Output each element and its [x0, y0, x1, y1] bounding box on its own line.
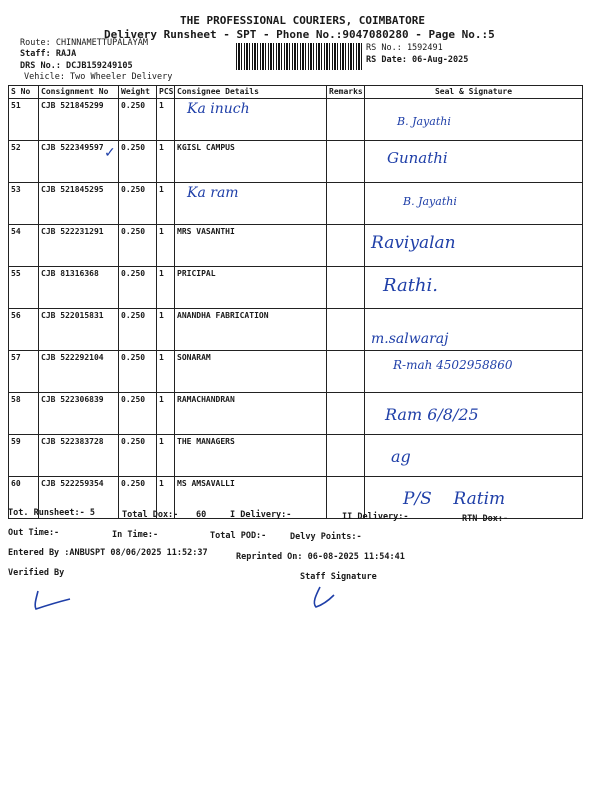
barcode-image	[236, 43, 362, 70]
cell-consignment: CJB 521845295	[39, 183, 119, 225]
total-dox-label: Total Dox:-	[122, 510, 179, 520]
cell-consignment: CJB 522292104	[39, 351, 119, 393]
handwritten-signature: B. Jayathi	[397, 115, 451, 128]
checkmark-icon: ✓	[104, 145, 116, 161]
handwritten-consignee: Ka ram	[187, 185, 239, 201]
cell-remarks	[327, 393, 365, 435]
cell-remarks	[327, 183, 365, 225]
col-signature: Seal & Signature	[365, 86, 583, 99]
company-title: THE PROFESSIONAL COURIERS, COIMBATORE	[180, 14, 426, 27]
cell-signature	[365, 435, 583, 477]
cell-weight: 0.250	[119, 351, 157, 393]
cell-pcs: 1	[157, 309, 175, 351]
staff-label: Staff: RAJA	[20, 49, 77, 59]
cell-pcs: 1	[157, 141, 175, 183]
cell-sno: 60	[9, 477, 39, 519]
table-row	[9, 435, 583, 477]
handwritten-signature: P/S Ratim	[403, 489, 506, 509]
out-time-label: Out Time:-	[8, 528, 60, 538]
i-delivery-label: I Delivery:-	[230, 510, 292, 520]
cell-consignee: RAMACHANDRAN	[175, 393, 327, 435]
table-row	[9, 351, 583, 393]
cell-weight: 0.250	[119, 393, 157, 435]
vehicle-label: Vehicle: Two Wheeler Delivery	[24, 72, 173, 82]
col-pcs: PCS	[157, 86, 175, 99]
cell-consignment: CJB 522383728	[39, 435, 119, 477]
cell-signature	[365, 351, 583, 393]
cell-signature	[365, 309, 583, 351]
table-row	[9, 393, 583, 435]
cell-signature	[365, 183, 583, 225]
cell-pcs: 1	[157, 351, 175, 393]
cell-consignment: CJB 522259354	[39, 477, 119, 519]
delvy-points-label: Delvy Points:-	[290, 532, 362, 542]
cell-pcs: 1	[157, 477, 175, 519]
cell-sno: 51	[9, 99, 39, 141]
cell-pcs: 1	[157, 435, 175, 477]
cell-consignment: CJB 522015831	[39, 309, 119, 351]
cell-remarks	[327, 435, 365, 477]
rs-number: RS No.: 1592491	[366, 43, 443, 53]
cell-weight: 0.250	[119, 435, 157, 477]
ii-delivery-label: II Delivery:-	[342, 512, 409, 522]
cell-sno: 55	[9, 267, 39, 309]
verified-by-label: Verified By	[8, 568, 65, 578]
cell-sno: 57	[9, 351, 39, 393]
cell-weight: 0.250	[119, 267, 157, 309]
rtn-dox-label: RTN Dox:-	[462, 514, 509, 524]
staff-signature-mark	[306, 583, 346, 613]
cell-remarks	[327, 99, 365, 141]
handwritten-signature: Rathi.	[383, 275, 439, 296]
cell-remarks	[327, 225, 365, 267]
tot-runsheet: Tot. Runsheet:- 5	[8, 508, 95, 518]
cell-sno: 59	[9, 435, 39, 477]
total-dox-value: 60	[196, 510, 207, 520]
cell-sno: 52	[9, 141, 39, 183]
cell-weight: 0.250	[119, 99, 157, 141]
col-consignee: Consignee Details	[175, 86, 327, 99]
cell-weight: 0.250	[119, 477, 157, 519]
cell-pcs: 1	[157, 393, 175, 435]
handwritten-signature: Ram 6/8/25	[385, 405, 479, 424]
cell-consignee: SONARAM	[175, 351, 327, 393]
cell-sno: 58	[9, 393, 39, 435]
total-pod-label: Total POD:-	[210, 531, 267, 541]
in-time-label: In Time:-	[112, 530, 159, 540]
entered-by: Entered By :ANBUSPT 08/06/2025 11:52:37	[8, 548, 208, 558]
cell-weight: 0.250	[119, 141, 157, 183]
cell-weight: 0.250	[119, 225, 157, 267]
handwritten-signature: Raviyalan	[371, 233, 456, 253]
handwritten-consignee: Ka inuch	[187, 101, 250, 117]
cell-consignment: CJB 81316368	[39, 267, 119, 309]
col-consignment: Consignment No	[39, 86, 119, 99]
cell-sno: 54	[9, 225, 39, 267]
verified-signature-mark	[28, 585, 78, 615]
cell-consignee: KGISL CAMPUS	[175, 141, 327, 183]
table-header-row	[9, 86, 583, 99]
cell-remarks	[327, 351, 365, 393]
cell-consignee: MS AMSAVALLI	[175, 477, 327, 519]
handwritten-signature: Gunathi	[387, 149, 448, 167]
cell-consignment: CJB 522349597	[39, 141, 119, 183]
handwritten-signature: B. Jayathi	[403, 195, 457, 208]
staff-signature-label: Staff Signature	[300, 572, 377, 582]
table-row	[9, 99, 583, 141]
cell-weight: 0.250	[119, 309, 157, 351]
table-row	[9, 267, 583, 309]
cell-sno: 56	[9, 309, 39, 351]
cell-pcs: 1	[157, 225, 175, 267]
handwritten-signature: ag	[391, 447, 411, 466]
cell-signature	[365, 393, 583, 435]
cell-consignee: THE MANAGERS	[175, 435, 327, 477]
cell-remarks	[327, 141, 365, 183]
reprinted-on: Reprinted On: 06-08-2025 11:54:41	[236, 552, 405, 562]
drs-number: DRS No.: DCJB159249105	[20, 61, 133, 71]
handwritten-signature: m.salwaraj	[371, 331, 449, 347]
col-remarks: Remarks	[327, 86, 365, 99]
table-row	[9, 141, 583, 183]
route-label: Route: CHINNAMETTUPALAYAM	[20, 38, 148, 48]
cell-consignment: CJB 522306839	[39, 393, 119, 435]
cell-consignee: ANANDHA FABRICATION	[175, 309, 327, 351]
col-sno: S No	[9, 86, 39, 99]
cell-signature	[365, 225, 583, 267]
handwritten-signature: R-mah 4502958860	[393, 358, 513, 372]
cell-pcs: 1	[157, 99, 175, 141]
cell-consignee	[175, 183, 327, 225]
cell-consignee: MRS VASANTHI	[175, 225, 327, 267]
cell-consignment: CJB 521845299	[39, 99, 119, 141]
rs-date: RS Date: 06-Aug-2025	[366, 55, 469, 65]
cell-consignee	[175, 99, 327, 141]
cell-pcs: 1	[157, 267, 175, 309]
cell-signature	[365, 141, 583, 183]
cell-remarks	[327, 309, 365, 351]
cell-consignment: CJB 522231291	[39, 225, 119, 267]
cell-pcs: 1	[157, 183, 175, 225]
cell-signature	[365, 267, 583, 309]
cell-sno: 53	[9, 183, 39, 225]
cell-remarks	[327, 267, 365, 309]
runsheet-table	[8, 85, 583, 519]
table-row	[9, 309, 583, 351]
cell-consignee: PRICIPAL	[175, 267, 327, 309]
cell-weight: 0.250	[119, 183, 157, 225]
col-weight: Weight	[119, 86, 157, 99]
table-row	[9, 225, 583, 267]
table-row	[9, 183, 583, 225]
cell-signature	[365, 99, 583, 141]
runsheet-heading: Delivery Runsheet - SPT - Phone No.:9047080280 - Page No.:5	[104, 28, 495, 41]
